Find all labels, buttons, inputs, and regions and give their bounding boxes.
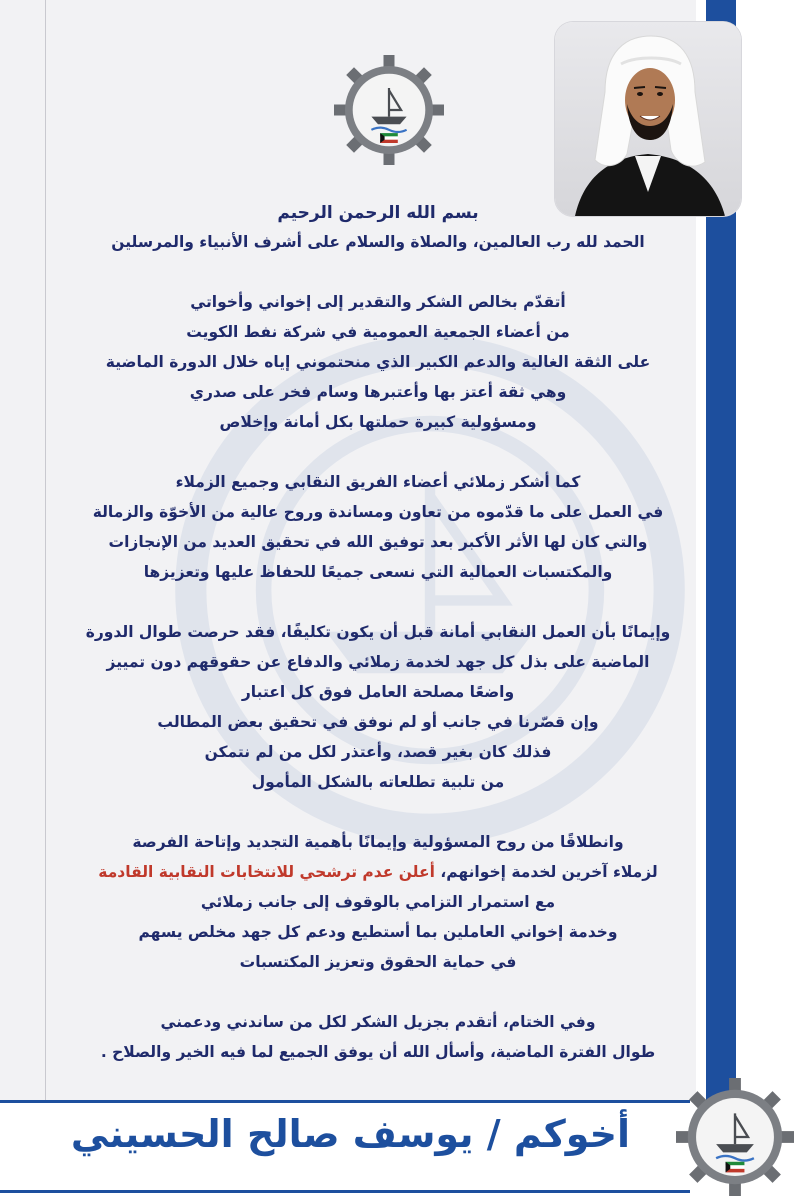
announcement-prefix: لزملاء آخرين لخدمة إخوانهم، <box>440 863 658 881</box>
paragraph-3-line: واضعًا مصلحة العامل فوق كل اعتبار <box>241 683 515 701</box>
paragraph-4-line: وانطلاقًا من روح المسؤولية وإيمانًا بأهمية التجديد وإتاحة الفرصة <box>132 833 624 851</box>
side-white-margin <box>736 0 800 1100</box>
koc-union-emblem-icon <box>676 1078 794 1196</box>
paragraph-1-line: على الثقة الغالية والدعم الكبير الذي منحتموني إياه خلال الدورة الماضية <box>105 353 651 371</box>
koc-union-emblem-icon <box>334 55 444 165</box>
paragraph-3-line: وإن قصّرنا في جانب أو لم نوفق في تحقيق بعض المطالب <box>157 713 599 731</box>
basmala: بسم الله الرحمن الرحيم <box>277 203 479 223</box>
paragraph-1-line: أتقدّم بخالص الشكر والتقدير إلى إخواني وأخواتي <box>190 293 566 311</box>
portrait-frame <box>555 22 741 216</box>
paragraph-1-line: ومسؤولية كبيرة حملتها بكل أمانة وإخلاص <box>219 413 537 431</box>
paragraph-2-line: في العمل على ما قدّموه من تعاون ومساندة وروح عالية من الأخوّة والزمالة <box>92 503 664 521</box>
paragraph-2-line: كما أشكر زملائي أعضاء الفريق النقابي وجميع الزملاء <box>175 473 581 491</box>
closing-line: وفي الختام، أتقدم بجزيل الشكر لكل من ساندني ودعمني <box>160 1013 596 1031</box>
paragraph-2-line: والتي كان لها الأثر الأكبر بعد توفيق الله في تحقيق العديد من الإنجازات <box>108 533 648 551</box>
paragraph-3-line: الماضية على بذل كل جهد لخدمة زملائي والدفاع عن حقوقهم دون تمييز <box>106 653 650 671</box>
opening-line: الحمد لله رب العالمين، والصلاة والسلام على أشرف الأنبياء والمرسلين <box>111 233 645 251</box>
paragraph-4-announcement-line <box>60 857 696 887</box>
paragraph-3-line: وإيمانًا بأن العمل النقابي أمانة قبل أن يكون تكليفًا، فقد حرصت طوال الدورة <box>85 623 671 641</box>
closing-line: طوال الفترة الماضية، وأسأل الله أن يوفق الجميع لما فيه الخير والصلاح . <box>100 1043 656 1061</box>
paragraph-2-line: والمكتسبات العمالية التي نسعى جميعًا للحفاظ عليها وتعزيزها <box>143 563 613 581</box>
paragraph-4-line: مع استمرار التزامي بالوقوف إلى جانب زملائي <box>200 893 556 911</box>
paragraph-3-line: من تلبية تطلعاته بالشكل المأمول <box>251 773 505 791</box>
paragraph-4-line: في حماية الحقوق وتعزيز المكتسبات <box>239 953 517 971</box>
announcement-highlight: أعلن عدم ترشحي للانتخابات النقابية القادمة <box>98 863 435 881</box>
person-portrait-icon <box>555 22 741 216</box>
left-margin-rule <box>45 0 46 1100</box>
paragraph-1-line: وهي ثقة أعتز بها وأعتبرها وسام فخر على صدري <box>189 383 567 401</box>
paragraph-3-line: فذلك كان بغير قصد، وأعتذر لكل من لم نتمكن <box>204 743 552 761</box>
paragraph-1-line: من أعضاء الجمعية العمومية في شركة نفط الكويت <box>186 323 570 341</box>
footer-rule-top <box>0 1100 690 1103</box>
signature: أخوكم / يوسف صالح الحسيني <box>70 1112 630 1156</box>
footer-rule-bottom <box>0 1190 690 1193</box>
paragraph-4-line: وخدمة إخواني العاملين بما أستطيع ودعم كل جهد مخلص يسهم <box>138 923 618 941</box>
letter-body <box>60 195 696 1067</box>
